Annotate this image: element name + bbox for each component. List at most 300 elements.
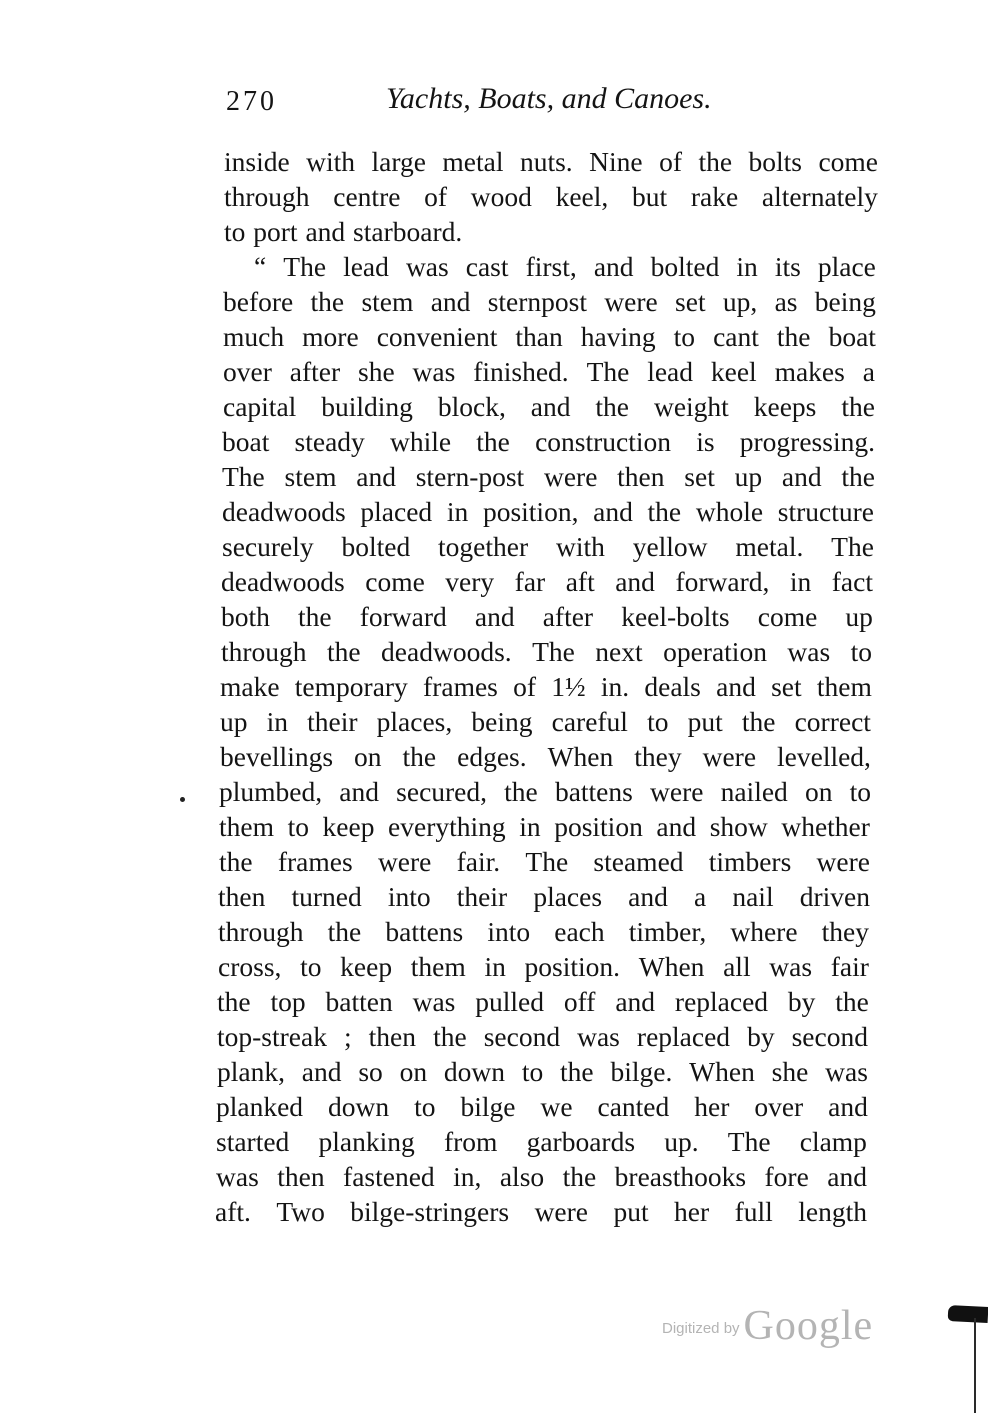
word: nailed (720, 776, 788, 807)
word: finished. (473, 356, 569, 387)
word: to (414, 1091, 436, 1122)
scan-edge-line (974, 1318, 976, 1413)
word: in (789, 566, 812, 597)
word: the (433, 1021, 467, 1052)
word: was (825, 1056, 868, 1087)
word: after (542, 601, 594, 632)
text-line (222, 459, 875, 494)
word: pulled (475, 986, 544, 1017)
word: they (634, 741, 682, 772)
word: the (595, 391, 630, 422)
word: timbers (708, 846, 792, 877)
word: forward (359, 601, 447, 632)
text-line (223, 284, 876, 319)
word: and (716, 671, 756, 702)
word: being (814, 286, 876, 317)
digitized-watermark (662, 1302, 873, 1350)
page-header (222, 82, 882, 126)
watermark-prefix: Digitized by (662, 1320, 740, 1337)
word: keep (322, 811, 375, 842)
watermark-brand: Google (743, 1303, 874, 1349)
word: to (224, 216, 254, 247)
word: bolts (748, 146, 802, 177)
text-line (217, 1019, 868, 1054)
word: alternately (761, 181, 878, 212)
word: in (266, 706, 289, 737)
text-line (219, 774, 871, 809)
word: deadwoods (222, 496, 346, 527)
word: and (827, 1161, 867, 1192)
word: the (741, 706, 776, 737)
word: capital (223, 391, 297, 422)
word: the (504, 776, 538, 807)
word: together (438, 531, 529, 562)
word: replaced (674, 986, 769, 1017)
word: the (841, 391, 875, 422)
word: cast (465, 251, 509, 282)
word: a (694, 881, 707, 912)
word: inside (224, 146, 290, 177)
word: temporary (294, 671, 408, 702)
text-line (222, 494, 874, 529)
word: driven (799, 881, 870, 912)
word: into (387, 881, 431, 912)
word: far (514, 566, 546, 597)
word: ; (344, 1021, 352, 1052)
word: The (222, 461, 265, 492)
word: first, (525, 251, 577, 282)
word: keel-bolts (621, 601, 730, 632)
word: after (289, 356, 341, 387)
word: planked (216, 1091, 304, 1122)
word: off (563, 986, 596, 1017)
word: on (354, 741, 382, 772)
word: them (410, 951, 466, 982)
word: with (306, 146, 356, 177)
word: their (456, 881, 508, 912)
word: through (224, 181, 310, 212)
word: come (818, 146, 878, 177)
word: make (220, 671, 280, 702)
word: and (593, 251, 634, 282)
margin-dot (180, 797, 185, 802)
word: the (327, 916, 362, 947)
word: steady (294, 426, 365, 457)
text-line (224, 214, 878, 249)
word: up (845, 601, 873, 632)
word: 1½ (551, 671, 586, 702)
word: sternpost (487, 286, 588, 317)
word: and (430, 286, 471, 317)
word: set (771, 671, 802, 702)
word: lead (647, 356, 694, 387)
word: them (219, 811, 274, 842)
word: were (604, 286, 658, 317)
word: put (613, 1196, 649, 1227)
word: very (445, 566, 495, 597)
word: frames (277, 846, 353, 877)
word: than (515, 321, 563, 352)
word: come (757, 601, 818, 632)
word: boat (222, 426, 270, 457)
text-line (220, 704, 871, 739)
word: the (217, 986, 251, 1017)
word: show (709, 811, 768, 842)
word: the (562, 1161, 597, 1192)
word: convenient (376, 321, 498, 352)
word: up. (664, 1126, 699, 1157)
word: levelled, (777, 741, 871, 772)
word: and (339, 776, 379, 807)
word: and (356, 461, 396, 492)
word: in, (453, 1161, 482, 1192)
word: up (220, 706, 248, 737)
word: into (487, 916, 531, 947)
word: more (302, 321, 359, 352)
word: of (424, 181, 448, 212)
word: operation (663, 636, 767, 667)
word: keel, (555, 181, 609, 212)
text-line (224, 144, 878, 179)
word: weight (653, 391, 729, 422)
word: of (659, 146, 682, 177)
running-title: Yachts, Boats, and Canoes. (386, 82, 712, 115)
word: top (270, 986, 306, 1017)
word: was (412, 986, 456, 1017)
word: through (218, 916, 304, 947)
word: securely (222, 531, 314, 562)
word: “ (254, 251, 267, 282)
word: cant (713, 321, 759, 352)
word: was (769, 951, 813, 982)
word: and (628, 881, 668, 912)
text-line (219, 844, 870, 879)
word: to (850, 636, 872, 667)
word: battens (554, 776, 633, 807)
word: to (849, 776, 871, 807)
word: over (223, 356, 272, 387)
word: before (223, 286, 294, 317)
word: to (647, 706, 669, 737)
page-number: 270 (226, 86, 277, 117)
word: were (377, 846, 432, 877)
word: The (525, 846, 569, 877)
word: clamp (799, 1126, 867, 1157)
word: replaced (636, 1021, 731, 1052)
word: The (831, 531, 874, 562)
word: fore (764, 1161, 809, 1192)
word: was (405, 251, 449, 282)
word: next (595, 636, 643, 667)
word: was (787, 636, 831, 667)
word: The (532, 636, 575, 667)
word: was (412, 356, 456, 387)
word: then (617, 461, 665, 492)
text-line (220, 739, 871, 774)
word: having (580, 321, 656, 352)
word: wood (470, 181, 532, 212)
word: careful (551, 706, 628, 737)
word: their (307, 706, 358, 737)
word: turned (291, 881, 362, 912)
scan-edge-mark (948, 1305, 988, 1323)
word: deadwoods (221, 566, 345, 597)
word: were (534, 1196, 588, 1227)
text-line (221, 634, 872, 669)
word: by (747, 1021, 775, 1052)
word: keep (340, 951, 393, 982)
word: were (816, 846, 870, 877)
word: bilge (460, 1091, 516, 1122)
word: deals (644, 671, 701, 702)
word: we (540, 1091, 573, 1122)
word: were (702, 741, 757, 772)
word: in (446, 496, 469, 527)
word: place (817, 251, 876, 282)
word: The (283, 251, 327, 282)
word: while (390, 426, 452, 457)
word: and (301, 1056, 342, 1087)
word: plank, (217, 1056, 285, 1087)
word: steamed (593, 846, 684, 877)
word: fact (831, 566, 873, 597)
word: block, (437, 391, 506, 422)
word: keeps (753, 391, 817, 422)
word: building (321, 391, 413, 422)
word: both (221, 601, 270, 632)
word: also (499, 1161, 545, 1192)
word: whole (695, 496, 764, 527)
word: boat (828, 321, 876, 352)
word: bolted (650, 251, 720, 282)
word: through (221, 636, 307, 667)
word: centre (333, 181, 401, 212)
word: them (816, 671, 872, 702)
word: in. (600, 671, 630, 702)
word: started (216, 1126, 290, 1157)
word: in (736, 251, 758, 282)
word: set (675, 286, 706, 317)
word: position, (482, 496, 579, 527)
word: to (287, 811, 309, 842)
word: being (471, 706, 533, 737)
word: the (841, 461, 875, 492)
word: they (821, 916, 869, 947)
text-line (221, 564, 873, 599)
word: The (727, 1126, 771, 1157)
word: the (402, 741, 437, 772)
word: her (674, 1196, 710, 1227)
word: were (650, 776, 704, 807)
text-line (221, 599, 873, 634)
word: structure (777, 496, 874, 527)
text-line (220, 669, 872, 704)
text-line (216, 1124, 867, 1159)
word: down (328, 1091, 390, 1122)
word: progressing. (739, 426, 875, 457)
text-line (215, 1194, 867, 1229)
text-line (216, 1089, 868, 1124)
word: plumbed, (219, 776, 323, 807)
word: places (533, 881, 603, 912)
word: metal. (735, 531, 804, 562)
word: fastened (343, 1161, 435, 1192)
word: large (371, 146, 426, 177)
word: she (771, 1056, 809, 1087)
word: to (300, 951, 322, 982)
text-line (222, 424, 875, 459)
word: on (399, 1056, 428, 1087)
word: stem (361, 286, 414, 317)
word: were (543, 461, 598, 492)
word: as (774, 286, 798, 317)
word: planking (318, 1126, 415, 1157)
word: was (577, 1021, 620, 1052)
text-line (254, 249, 876, 284)
word: edges. (457, 741, 527, 772)
word: the (776, 321, 811, 352)
word: The (586, 356, 630, 387)
word: up (734, 461, 763, 492)
word: was (216, 1161, 259, 1192)
word: makes (774, 356, 845, 387)
word: then (368, 1021, 417, 1052)
word: battens (385, 916, 464, 947)
word: in (519, 811, 541, 842)
word: yellow (632, 531, 708, 562)
word: When (638, 951, 705, 982)
word: and (828, 1091, 868, 1122)
word: the (219, 846, 253, 877)
word: to (673, 321, 696, 352)
word: cross, (218, 951, 282, 982)
text-line (217, 984, 869, 1019)
word: all (723, 951, 751, 982)
word: placed (360, 496, 433, 527)
word: position (554, 811, 643, 842)
word: lead (343, 251, 389, 282)
word: and (781, 461, 822, 492)
word: bilge-stringers (350, 1196, 510, 1227)
word: and (615, 986, 656, 1017)
text-line (223, 354, 875, 389)
word: garboards (526, 1126, 636, 1157)
word: position. (524, 951, 621, 982)
word: secured, (396, 776, 488, 807)
word: over (754, 1091, 804, 1122)
word: on (804, 776, 833, 807)
word: keel (710, 356, 757, 387)
word: the (698, 146, 733, 177)
word: starboard. (353, 216, 463, 247)
word: length (798, 1196, 867, 1227)
word: nuts. (519, 146, 573, 177)
word: her (694, 1091, 730, 1122)
word: port (253, 216, 306, 247)
word: the (835, 986, 869, 1017)
word: Nine (589, 146, 643, 177)
word: the (647, 496, 682, 527)
word: is (696, 426, 715, 457)
word: each (554, 916, 605, 947)
text-line (216, 1159, 867, 1194)
word: and (593, 496, 633, 527)
word: where (730, 916, 798, 947)
word: breasthooks (614, 1161, 747, 1192)
word: fair. (456, 846, 501, 877)
text-line (223, 389, 875, 424)
text-line (222, 529, 874, 564)
word: second (791, 1021, 868, 1052)
text-line (218, 914, 869, 949)
word: When (689, 1056, 755, 1087)
word: set (684, 461, 715, 492)
word: aft (565, 566, 595, 597)
word: metal (442, 146, 504, 177)
word: aft. (215, 1196, 251, 1227)
word: frames (423, 671, 498, 702)
word: Two (276, 1196, 325, 1227)
word: so (358, 1056, 383, 1087)
word: and (656, 811, 697, 842)
word: bevellings (220, 741, 334, 772)
word: nail (732, 881, 774, 912)
word: from (443, 1126, 498, 1157)
word: much (223, 321, 285, 352)
word: second (483, 1021, 561, 1052)
text-line (219, 809, 870, 844)
word: stem (284, 461, 337, 492)
text-line (224, 179, 878, 214)
word: whether (781, 811, 870, 842)
word: deadwoods. (381, 636, 512, 667)
word: of (513, 671, 537, 702)
word: places, (376, 706, 453, 737)
word: down (443, 1056, 506, 1087)
word: the (327, 636, 361, 667)
word: put (687, 706, 723, 737)
word: in (484, 951, 506, 982)
word: the (476, 426, 510, 457)
word: everything (388, 811, 506, 842)
word: stern-post (415, 461, 525, 492)
word: to (521, 1056, 544, 1087)
text-line (218, 879, 870, 914)
word: with (555, 531, 605, 562)
word: construction (535, 426, 672, 457)
word: canted (597, 1091, 670, 1122)
word: but (631, 181, 668, 212)
word: a (862, 356, 875, 387)
word: its (774, 251, 801, 282)
text-line (217, 1054, 868, 1089)
word: timber, (628, 916, 707, 947)
word: top-streak (217, 1021, 327, 1052)
word: and (474, 601, 515, 632)
word: fair (830, 951, 869, 982)
word: full (734, 1196, 773, 1227)
word: correct (794, 706, 871, 737)
word: bolted (341, 531, 411, 562)
word: and (305, 216, 354, 247)
word: then (218, 881, 266, 912)
word: When (547, 741, 614, 772)
word: and (615, 566, 655, 597)
word: she (358, 356, 395, 387)
word: batten (325, 986, 393, 1017)
word: the (298, 601, 332, 632)
word: up, (722, 286, 758, 317)
